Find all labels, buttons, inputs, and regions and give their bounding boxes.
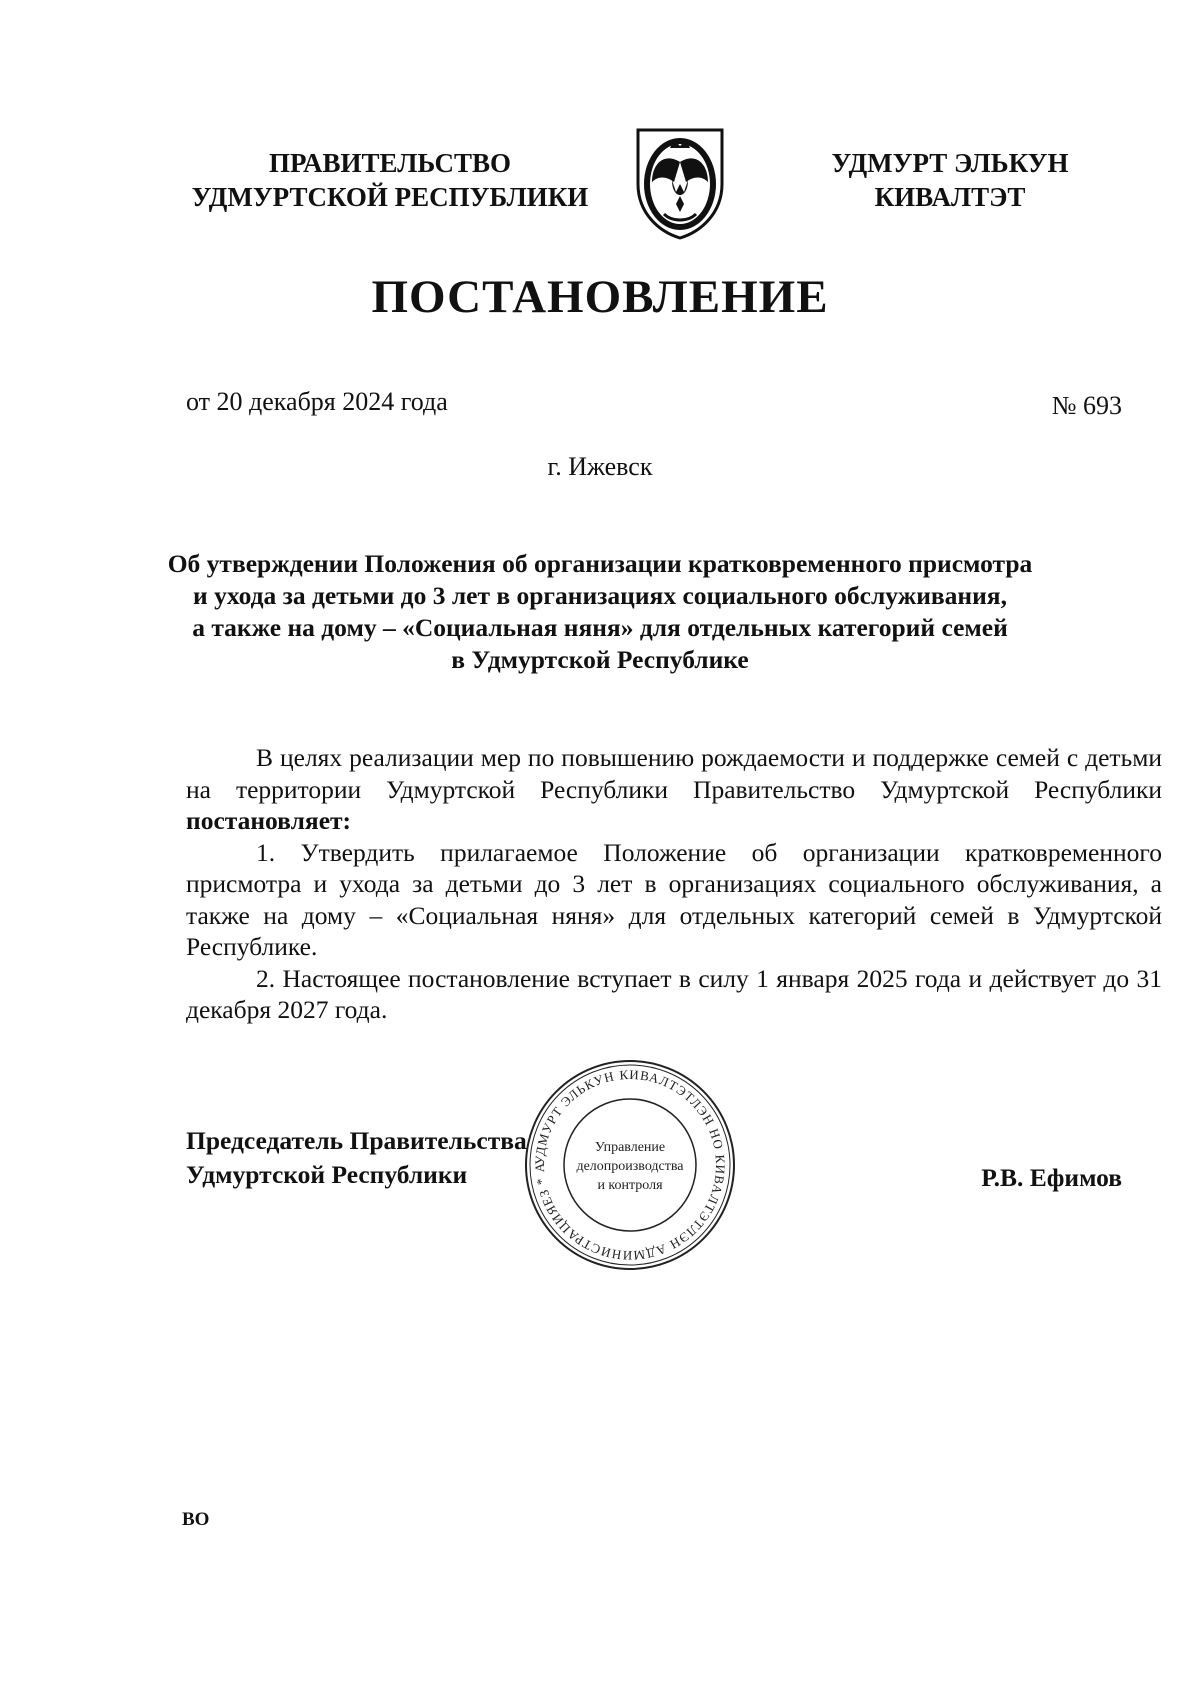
- document-title-line: в Удмуртской Республике: [451, 645, 749, 674]
- org-name-udmurt: [790, 146, 1110, 214]
- preamble-paragraph: [186, 742, 1162, 837]
- document-city: г. Ижевск: [547, 452, 653, 481]
- document-body: [186, 742, 1162, 1026]
- coat-of-arms-icon: [628, 122, 732, 242]
- document-number: № 693: [1051, 391, 1122, 420]
- document-title-line: Об утверждении Положения об организации кратковременного присмотра: [167, 549, 1033, 578]
- document-title-line: а также на дому – «Социальная няня» для отдельных категорий семей: [192, 613, 1008, 642]
- org-name-udmurt-line2: КИВАЛТЭТ: [874, 182, 1026, 212]
- stamp-center-line3: и контроля: [597, 1178, 663, 1193]
- signatory-name: Р.В. Ефимов: [981, 1163, 1122, 1192]
- official-stamp: [520, 1055, 740, 1275]
- org-name-russian: [150, 146, 630, 214]
- signatory-role: [186, 1124, 527, 1192]
- signatory-role-line2: Удмуртской Республики: [186, 1160, 468, 1189]
- document-title: [150, 548, 1050, 676]
- item-1-paragraph: 1. Утвердить прилагаемое Положение об организации кратковременного присмотра и ухода за детьми до 3 лет в организациях социального обслуживания, а также на дому – «Социальная няня» для отдельных категорий семей в Удмуртской Республике.: [186, 837, 1162, 961]
- document-title-line: и ухода за детьми до 3 лет в организациях социального обслуживания,: [193, 581, 1007, 610]
- document-date: от 20 декабря 2024 года: [186, 387, 448, 416]
- signatory-role-line1: Председатель Правительства: [186, 1126, 527, 1155]
- stamp-center-line2: делопроизводства: [576, 1159, 684, 1174]
- preamble-text: В целях реализации мер по повышению рождаемости и поддержке семей с детьми на территории Удмуртской Республики Правительство Удмуртской Республики: [186, 743, 1162, 804]
- item-2-paragraph: 2. Настоящее постановление вступает в силу 1 января 2025 года и действует до 31 декабря 2027 года.: [186, 963, 1162, 1024]
- preamble-keyword: постановляет:: [186, 806, 352, 835]
- org-name-russian-line2: УДМУРТСКОЙ РЕСПУБЛИКИ: [191, 182, 589, 212]
- stamp-ring-textpath: УДМУРТ ЭЛЬКУН КИВАЛТЭТЛЭН НО КИВАЛТЭТЛЭН АДМИНИСТРАЦИЯЕЗ * А: [531, 1066, 729, 1264]
- footer-code: ВО: [182, 1509, 210, 1530]
- org-name-udmurt-line1: УДМУРТ ЭЛЬКУН: [831, 148, 1069, 178]
- stamp-center-line1: Управление: [594, 1140, 666, 1155]
- document-type-heading: ПОСТАНОВЛЕНИЕ: [371, 271, 829, 323]
- org-name-russian-line1: ПРАВИТЕЛЬСТВО: [268, 148, 512, 178]
